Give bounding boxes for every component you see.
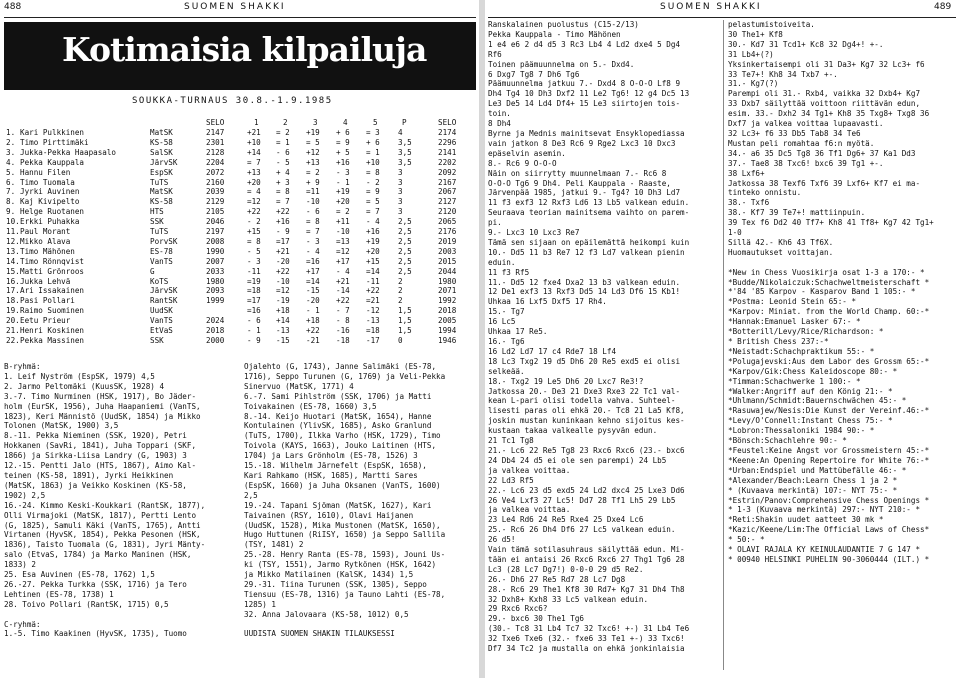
cell-round-3: + 9 [306, 177, 320, 187]
column-divider [723, 20, 724, 670]
table-row [0, 197, 480, 207]
cell-round-3: -21 [306, 335, 320, 345]
cell-points: 2,5 [398, 246, 412, 256]
cell-round-4: + 6 [336, 128, 350, 137]
cell-round-2: + 3 [276, 177, 290, 187]
cell-round-2: =12 [276, 286, 290, 296]
cell-new-elo: 2067 [438, 187, 457, 197]
cell-club: SSK [150, 335, 164, 345]
cell-round-5: + 6 [366, 137, 380, 147]
cell-round-3: +18 [306, 316, 320, 326]
table-row [0, 138, 480, 148]
cell-round-3: -10 [306, 197, 320, 207]
cell-rank: 11. [6, 227, 20, 236]
table-row [0, 187, 480, 197]
cell-new-elo: 2167 [438, 177, 457, 187]
cell-round-3: = 8 [306, 217, 320, 227]
table-row [0, 227, 480, 237]
cell-points: 1,5 [398, 316, 412, 326]
cell-club: TuTS [150, 227, 169, 236]
cell-rank: 9. [6, 207, 16, 217]
cell-round-4: +17 [336, 256, 350, 266]
cell-round-2: -19 [276, 296, 290, 306]
cell-player-name: Paul Morant [20, 227, 71, 236]
cell-round-3: = 2 [306, 167, 320, 177]
cell-round-2: +18 [276, 306, 290, 316]
header-round-5: 5 [373, 118, 378, 127]
cell-round-4: -18 [336, 335, 350, 345]
cell-round-2: = 2 [276, 128, 290, 137]
cell-rank: 13. [6, 246, 20, 256]
cell-round-1: - 9 [247, 335, 261, 345]
cell-points: 3 [398, 187, 403, 197]
header-round-1: 1 [254, 118, 259, 127]
cell-player-name: Matti Grönroos [20, 266, 85, 276]
cell-points: 1,5 [398, 306, 412, 316]
cell-round-1: +21 [247, 128, 261, 137]
cell-club: KS-58 [150, 197, 173, 207]
cell-round-5: = 5 [366, 197, 380, 207]
cell-elo: 2093 [206, 286, 225, 296]
cell-round-3: =14 [306, 276, 320, 286]
cell-club: SSK [150, 217, 164, 227]
cell-round-4: - 1 [336, 177, 350, 187]
cell-points: 2 [398, 276, 403, 286]
cell-player-name: Kari Pulkkinen [20, 128, 85, 137]
header-round-4: 4 [343, 118, 348, 127]
cell-rank: 20. [6, 316, 20, 326]
header-rule-left [4, 17, 476, 18]
cell-round-4: - 7 [336, 306, 350, 316]
cell-new-elo: 2005 [438, 316, 457, 326]
cell-round-3: - 4 [306, 246, 320, 256]
table-row [0, 237, 480, 247]
cell-round-1: = 8 [247, 236, 261, 246]
cell-round-5: =18 [366, 326, 380, 335]
cell-round-2: = 7 [276, 197, 290, 207]
cell-rank: 10. [6, 217, 20, 227]
cell-round-1: +14 [247, 147, 261, 157]
cell-round-5: - 2 [366, 177, 380, 187]
cell-rank: 16. [6, 276, 20, 286]
results-table [0, 118, 480, 353]
cell-points: 3 [398, 177, 403, 187]
cell-round-5: -11 [366, 276, 380, 286]
cell-club: VanTS [150, 316, 173, 326]
cell-round-4: +21 [336, 276, 350, 286]
cell-new-elo: 2019 [438, 236, 457, 246]
table-row [0, 316, 480, 326]
cell-elo: 2000 [206, 335, 225, 345]
cell-round-2: +16 [276, 217, 290, 227]
cell-round-4: = 2 [336, 207, 350, 217]
cell-round-2: +21 [276, 246, 290, 256]
cell-round-2: - 5 [276, 157, 290, 167]
cell-rank: 2. [6, 137, 16, 147]
cell-round-2: +22 [276, 207, 290, 217]
cell-points: 2,5 [398, 217, 412, 227]
cell-points: 2,5 [398, 227, 412, 236]
cell-round-3: = 5 [306, 137, 320, 147]
cell-round-5: +20 [366, 246, 380, 256]
cell-round-2: -15 [276, 335, 290, 345]
cell-player-name: Timo Tuomala [20, 177, 75, 187]
table-row [0, 217, 480, 227]
cell-round-5: +10 [366, 157, 380, 167]
cell-round-2: +14 [276, 316, 290, 326]
cell-round-5: =21 [366, 296, 380, 306]
cell-club: ES-78 [150, 246, 173, 256]
cell-round-5: +22 [366, 286, 380, 296]
cell-new-elo: 2296 [438, 137, 457, 147]
cell-round-1: =17 [247, 296, 261, 306]
cell-club: JärvSK [150, 157, 178, 167]
table-row [0, 267, 480, 277]
header-rule-right [488, 17, 956, 18]
cell-new-elo: 2202 [438, 157, 457, 167]
cell-round-2: + 4 [276, 167, 290, 177]
cell-round-5: = 8 [366, 167, 380, 177]
cell-club: MatSK [150, 187, 173, 197]
cell-round-3: =16 [306, 256, 320, 266]
table-row [0, 148, 480, 158]
cell-player-name: Timo Mähönen [20, 246, 75, 256]
cell-new-elo: 2044 [438, 266, 457, 276]
cell-player-name: Pekka Massinen [20, 335, 85, 345]
cell-points: 3,5 [398, 137, 412, 147]
cell-player-name: Jukka Lehvä [20, 276, 71, 286]
cell-round-5: = 9 [366, 187, 380, 197]
cell-elo: 2072 [206, 167, 225, 177]
cell-round-5: -17 [366, 335, 380, 345]
cell-elo: 2007 [206, 256, 225, 266]
cell-player-name: Helge Ruotanen [20, 207, 85, 217]
table-row [0, 257, 480, 267]
cell-rank: 17. [6, 286, 20, 296]
cell-round-1: =18 [247, 286, 261, 296]
cell-round-4: +11 [336, 217, 350, 227]
cell-club: EspSK [150, 167, 173, 177]
cell-club: EtVaS [150, 326, 173, 335]
table-row [0, 296, 480, 306]
cell-rank: 18. [6, 296, 20, 306]
cell-elo: 2046 [206, 217, 225, 227]
cell-points: 2,5 [398, 266, 412, 276]
cell-round-5: +19 [366, 236, 380, 246]
cell-points: 2 [398, 286, 403, 296]
cell-round-5: = 1 [366, 147, 380, 157]
cell-elo: 2128 [206, 147, 225, 157]
cell-round-2: = 8 [276, 187, 290, 197]
cell-new-elo: 1980 [438, 276, 457, 286]
banner-title: Kotimaisia kilpailuja [62, 30, 427, 69]
cell-player-name: Pasi Pollari [20, 296, 75, 306]
cell-club: RantSK [150, 296, 178, 306]
cell-elo: 2105 [206, 207, 225, 217]
cell-round-3: +17 [306, 266, 320, 276]
b-group-results-text: B-ryhmä: 1. Leif Nyström (EspSK, 1979) 4,5 2. Jarmo Peltomäki (KuusSK, 1928) 4 3.-7. Timo Nurminen (HSK, 1917), Bo Jäder- holm (EurSK, 1956), Juha Haapaniemi (VanTS, 1823), Keri Männistö (UudSK, 1854) ja Mikko Tolonen (MatSK, 1900) 3,5 8.-11. Pekka Nieminen (SSK, 1920), Petri Hokkanen (SavRi, 1841), Juha Toppari (SKF, 1866) ja Sirkka-Liisa Landry (G, 1903) 3 12.-15. Pentti Jalo (HTS, 1867), Aimo Kal- teinen (KS-58, 1891), Jyrki Heikkinen (MatSK, 1863) ja Veikko Koskinen (KS-58, 1902) 2,5 16.-24. Kimmo Keski-Koukkari (RantSK, 1877), Olli Virmajoki (MatSK, 1817), Pertti Lento (G, 1825), Samuli Käki (VanTS, 1765), Antti Virtanen (HyvSK, 1854), Pekka Pesonen (HSK, 1836), Taisto Tuomala (G, 1831), Jyri Mänty- salo (EtvaS, 1784) ja Marko Maninen (HSK, 1833) 2 25. Esa Auvinen (ES-78, 1762) 1,5 26.-27. Pekka Turkka (SSK, 1716) ja Tero Lehtinen (ES-78, 1738) 1 28. Toivo Pollari (RantSK, 1715) 0,5 C-ryhmä: 1.-5. Timo Kaakinen (HyvSK, 1735), Tuomo [4, 362, 206, 639]
cell-club: VanTS [150, 256, 173, 266]
cell-elo: 2024 [206, 316, 225, 326]
header-round-3: 3 [313, 118, 318, 127]
cell-round-3: =11 [306, 187, 320, 197]
cell-elo: 2160 [206, 177, 225, 187]
cell-club: MatSK [150, 128, 173, 137]
cell-round-3: +19 [306, 128, 320, 137]
cell-round-4: +16 [336, 157, 350, 167]
cell-round-1: -11 [247, 266, 261, 276]
game-continuation-and-book-ads: pelastumistoiveita. 30 The1+ Kf8 30.- Kd7 31 Tcd1+ Kc8 32 Dg4+! +-. 31 Lb4+(?) Yksinkertaisempi oli 31 Da3+ Kg7 32 Lc3+ f6 33 Te7+! Kh8 34 Txb7 +-. 31.- Kg7(?) Parempi oli 31.- Rxb4, vaikka 32 Dxb4+ Kg7 33 Dxb7 säilyttää voittoon riittävän edun, esim. 33.- Dxh2 34 Tg1+ Kh8 35 Txg8+ Txg8 36 Dxf7 ja valkea voittaa lupaavasti. 32 Lc3+ f6 33 Db5 Tab8 34 Te6 Mustan peli romahtaa f6:n myötä. 34.- a6 35 Dc5 Tg8 36 Tf1 Dg6+ 37 Ka1 Dd3 37.- Tae8 38 Txc6! bxc6 39 Tg1 +-. 38 Lxf6+ Jatkossa 38 Texf6 Txf6 39 Lxf6+ Kf7 ei ma- tinteko onnistu. 38.- Txf6 38.- Kf7 39 Te7+! mattiinpuin. 39 Tex f6 Dd2 40 Tf7+ Kh8 41 Tf8+ Kg7 42 Tg1+ 1-0 Sillä 42.- Kh6 43 Tf6X. Huomautukset voittajan. *New in Chess Vuosikirja osat 1-3 a 170:- * *Budde/Nikolaiczuk:Schachweltmeisterschaft * *'84 '85 Karpov - Kasparov Band 1 105:- * *Postma: Leonid Stein 65:- * *Karpov: Miniat. from the World Champ. 60:-* *Hannak:Emanuel Lasker 67:- * *Botterill/Levy/Rice/Richardson: * * British Chess 237:-* *Neistadt:Schachpraktikum 55:- * *Polugajevski:Aus dem Labor des Grossm 65:-* *Karpov/Gik:Chess Kaleidoscope 80:- * *Timman:Schachwerke 1 100:- * *Walker:Angriff auf den König 21:- * *Uhlmann/Schmidt:Bauernschwächen 45:- * *Rasuwajew/Nesis:Die Kunst der Vereinf.46:-* *Levy/O'Connell:Instant Chess 75:- * *Lobron:Thessaloniki 1984 90:- * *Bönsch:Schachlehre 90:- * *Feustel:Keine Angst vor Grossmeistern 45:-* *Keene:An Opening Repertoire for White 76:-* *Urban:Endspiel und Mattübefälle 46:- * *Alexander/Beach:Learn Chess 1 ja 2 * * (Kuvaava merkintä) 107:- NYT 75:- * *Estrin/Panov:Comprehensive Chess Openings * * 1-3 (Kuvaava merkintä) 297:- NYT 210:- * *Reti:Shakin uudet aatteet 30 mk * *Kazic/Keene/Lim:The Official Laws of Chess* * 50:- * * OLAVI RAJALA KY KEINULAUDANTIE 7 G 147 * * 00940 HELSINKI PUHELIN 90-3060444 (ILT.) * [728, 20, 934, 564]
cell-new-elo: 2003 [438, 246, 457, 256]
cell-elo: 2147 [206, 128, 225, 137]
cell-rank: 19. [6, 306, 20, 316]
cell-rank: 8. [6, 197, 16, 207]
cell-round-3: - 3 [306, 236, 320, 246]
cell-round-4: - 4 [336, 266, 350, 276]
table-row [0, 277, 480, 287]
cell-club: SalSK [150, 147, 173, 157]
cell-player-name: Eetu Prieur [20, 316, 71, 326]
cell-rank: 4. [6, 157, 16, 167]
cell-round-5: - 4 [366, 217, 380, 227]
cell-rank: 7. [6, 187, 16, 197]
cell-round-1: - 1 [247, 326, 261, 335]
cell-round-2: =17 [276, 236, 290, 246]
cell-new-elo: 2141 [438, 147, 457, 157]
right-page [484, 0, 960, 678]
cell-round-4: =12 [336, 246, 350, 256]
cell-rank: 21. [6, 326, 20, 335]
cell-round-3: - 6 [306, 207, 320, 217]
cell-rank: 12. [6, 236, 20, 246]
cell-player-name: Timo Rönnqvist [20, 256, 85, 266]
cell-round-4: + 5 [336, 147, 350, 157]
cell-rank: 5. [6, 167, 16, 177]
cell-points: 3 [398, 167, 403, 177]
cell-round-2: +22 [276, 266, 290, 276]
cell-elo: 1990 [206, 246, 225, 256]
cell-round-5: -13 [366, 316, 380, 326]
cell-new-elo: 2120 [438, 207, 457, 217]
cell-round-5: = 7 [366, 207, 380, 217]
cell-player-name: Hannu Filen [20, 167, 71, 177]
cell-elo: 2301 [206, 137, 225, 147]
cell-round-5: +15 [366, 256, 380, 266]
cell-round-4: +20 [336, 197, 350, 207]
cell-elo: 2129 [206, 197, 225, 207]
cell-elo: 2204 [206, 157, 225, 167]
table-row [0, 158, 480, 168]
cell-round-2: - 9 [276, 227, 290, 236]
table-row [0, 336, 480, 346]
cell-round-4: =13 [336, 236, 350, 246]
cell-rank: 3. [6, 147, 16, 157]
cell-round-1: - 2 [247, 217, 261, 227]
cell-round-5: =14 [366, 266, 380, 276]
cell-round-2: -13 [276, 326, 290, 335]
page-number-right: 489 [934, 2, 952, 12]
game-annotation-text: Ranskalainen puolustus (C15-2/13) Pekka Kauppala - Timo Mähönen 1 e4 e6 2 d4 d5 3 Rc3 Lb4 4 Ld2 dxe4 5 Dg4 Rf6 Toinen päämuunnelma on 5.- Dxd4. 6 Dxg7 Tg8 7 Dh6 Tg6 Päämuunnelma jatkuu 7.- Dxd4 8 O-O-O Lf8 9 Dh4 Tg4 10 Dh3 Dxf2 11 Le2 Tg6! 12 g4 Dc5 13 Le3 De5 14 Ld4 Df4+ 15 Le3 siirtojen tois- toin. 8 Dh4 Byrne ja Mednis mainitsevat Ensyklopediassa vain jatkon 8 De3 Rc6 9 Rge2 Lxc3 10 Dxc3 epäselvin asemin. 8.- Rc6 9 O-O-O Näin on siirrytty muunnelmaan 7.- Rc6 8 O-O-O Tg6 9 Dh4. Peli Kauppala - Raaste, Järvenpää 1985, jatkui 9.- Tg4? 10 Dh3 Ld7 11 f3 exf3 12 Rxf3 Ld6 13 Lb5 valkean eduin. Seuraava teorian mainitsema vaihto on parem- pi. 9.- Lxc3 10 Lxc3 Re7 Tämä sen sijaan on epäilemättä heikompi kuin 10.- Dd5 11 b3 Re7 12 f3 Ld7 valkean pienin eduin. 11 f3 Rf5 11.- Dd5 12 fxe4 Dxa2 13 b3 valkean eduin. 12 De1 exf3 13 Rxf3 Dd5 14 Ld3 Df6 15 Kb1! Uhkaa 16 Lxf5 Dxf5 17 Rh4. 15.- Tg7 16 Lc5 Uhkaa 17 Re5. 16.- Tg6 16 Ld2 Ld7 17 c4 Rde7 18 Lf4 18 Lc3 Txg2 19 d5 Dh6 20 Re5 exd5 ei olisi selkeää. 18.- Txg2 19 Le5 Dh6 20 Lxc7 Re3!? Jatkossa 20.- De3 21 Dxe3 Rxe3 22 Tc1 val- kean L-pari olisi todella vahva. Suhteel- lisesti paras oli ehkä 20.- Tc8 21 La5 Kf8, joskin mustan kuninkaan kehno sijoitus kes- kustaan takaa valkealle pysyvän edun. 21 Tc1 Tg8 21.- Lc6 22 Re5 Tg8 23 Rxc6 Rxc6 (23.- bxc6 24 Db4 24 d5 ei ole sen parempi) 24 Lb5 ja valkea voittaa. 22 Ld3 Rf5 22.- Lc6 23 d5 exd5 24 Ld2 dxc4 25 Lxe3 Dd6 26 Ve4 Lxf3 27 Lc5! Dd7 28 Tf1 Lh5 29 Lb5 ja valkea voittaa. 23 Le4 Rd6 24 Re5 Rxe4 25 Dxe4 Lc6 25.- Rc6 26 Dh4 Df6 27 Lc5 valkean eduin. 26 d5! Vain tämä sotilasuhraus säilyttää edun. Mi- tään ei antaisi 26 Rxc6 Rxc6 27 Thg1 Tg6 28 Lc3 (28 Lc7 Dg7!) 0-0-0 29 d5 Re2. 26.- Dh6 27 Re5 Rd7 28 Lc7 Dg8 28.- Rc6 29 The1 Kf8 30 Rd7+ Kg7 31 Dh4 Th8 32 Dxh8+ Kxh8 33 Lc5 valkean eduin. 29 Rxc6 Rxc6? 29.- bxc6 30 The1 Tg6 (30.- Tc8 31 Lb4 Tc7 32 Txc6! +-) 31 Lb4 Te6 32 Txe6 Txe6 (32.- fxe6 33 Te1 +-) 33 Txc6! Df7 34 Tc2 ja mustalla on ehkä jonkinlaisia [488, 20, 690, 654]
cell-new-elo: 2127 [438, 197, 457, 207]
table-header [0, 118, 480, 128]
cell-round-1: =16 [247, 306, 261, 316]
cell-points: 3 [398, 197, 403, 207]
cell-round-3: +22 [306, 326, 320, 335]
cell-rank: 1. [6, 128, 16, 137]
cell-new-elo: 2018 [438, 306, 457, 316]
cell-round-3: -20 [306, 296, 320, 306]
cell-club: JärvSK [150, 286, 178, 296]
header-round-2: 2 [283, 118, 288, 127]
cell-player-name: Henri Koskinen [20, 326, 85, 335]
cell-player-name: Jyrki Auvinen [20, 187, 80, 197]
c-group-results-text: Ojalehto (G, 1743), Janne Salimäki (ES-78, 1716), Seppo Turunen (G, 1769) ja Veli-Pekka Sinervuo (MatSK, 1771) 4 6.-7. Sami Pihlström (SSK, 1706) ja Matti Toivakainen (ES-78, 1660) 3,5 8.-14. Keijo Huotari (MatSK, 1654), Hanne Kontulainen (YlivSK, 1685), Asko Granlund (TuTS, 1700), Ilkka Varho (HSK, 1729), Timo Toivola (KAYS, 1663), Jouko Laitinen (HTS, 1704) ja Lars Grönholm (ES-78, 1526) 3 15.-18. Wilhelm Järnefelt (EspSK, 1658), Kari Rahkamo (HSK, 1685), Martti Sares (EspSK, 1660) ja Juha Oksanen (VanTS, 1600) 2,5 19.-24. Tapani Sjöman (MatSK, 1627), Kari Taivainen (RSY, 1610), Olavi Haijanen (UudSK, 1528), Mika Mustonen (MatSK, 1650), Hugo Huttunen (RiISY, 1650) ja Seppo Sallila (TSY, 1481) 2 25.-28. Henry Ranta (ES-78, 1593), Jouni Us- ki (TSY, 1551), Jarmo Rytkönen (HSK, 1642) ja Mikko Matilainen (KalSK, 1434) 1,5 29.-31. Tiina Turunen (SSK, 1305), Seppo Tiensuu (ES-78, 1316) ja Tauno Lahti (ES-78, 1285) 1 32. Anna Jalovaara (KS-58, 1012) 0,5 UUDISTA SUOMEN SHAKIN TILAUKSESSI [244, 362, 446, 639]
cell-round-4: - 3 [336, 167, 350, 177]
cell-round-1: =19 [247, 276, 261, 286]
cell-player-name: Kaj Kivipelto [20, 197, 80, 207]
cell-player-name: Timo Pirttimäki [20, 137, 89, 147]
cell-round-4: -10 [336, 227, 350, 236]
cell-round-1: - 5 [247, 246, 261, 256]
table-row [0, 128, 480, 138]
cell-club: TuTS [150, 177, 169, 187]
cell-club: KS-58 [150, 137, 173, 147]
cell-round-1: +20 [247, 177, 261, 187]
page-number-left: 488 [4, 2, 22, 12]
cell-points: 1,5 [398, 326, 412, 335]
cell-round-1: +10 [247, 137, 261, 147]
cell-new-elo: 1946 [438, 335, 457, 345]
header-elo: SELO [206, 118, 225, 127]
cell-round-3: +13 [306, 157, 320, 167]
cell-new-elo: 2174 [438, 128, 457, 137]
cell-points: 2,5 [398, 236, 412, 246]
table-row [0, 168, 480, 178]
table-row [0, 178, 480, 188]
cell-new-elo: 2092 [438, 167, 457, 177]
cell-round-1: +15 [247, 227, 261, 236]
cell-round-1: +13 [247, 167, 261, 177]
header-new-elo: SELO [438, 118, 457, 127]
cell-rank: 15. [6, 266, 20, 276]
cell-club: PorvSK [150, 236, 178, 246]
cell-round-2: -20 [276, 256, 290, 266]
running-head-right: SUOMEN SHAKKI [660, 2, 762, 12]
cell-round-4: -14 [336, 286, 350, 296]
cell-points: 3 [398, 207, 403, 217]
cell-round-1: = 4 [247, 187, 261, 197]
cell-round-4: +22 [336, 296, 350, 306]
cell-round-3: +12 [306, 147, 320, 157]
cell-club: UudSK [150, 306, 173, 316]
cell-round-4: -16 [336, 326, 350, 335]
table-row [0, 207, 480, 217]
cell-points: 2,5 [398, 256, 412, 266]
cell-round-1: +22 [247, 207, 261, 217]
cell-points: 3,5 [398, 157, 412, 167]
cell-round-5: = 3 [366, 128, 380, 137]
running-head-left: SUOMEN SHAKKI [184, 2, 286, 12]
cell-player-name: Pekka Kauppala [20, 157, 85, 167]
cell-round-3: = 7 [306, 227, 320, 236]
cell-round-1: - 6 [247, 316, 261, 326]
cell-points: 4 [398, 128, 403, 137]
cell-new-elo: 2065 [438, 217, 457, 227]
cell-elo: 2197 [206, 227, 225, 236]
cell-round-1: = 7 [247, 157, 261, 167]
cell-round-2: - 6 [276, 147, 290, 157]
cell-club: HTS [150, 207, 164, 217]
cell-club: KoTS [150, 276, 169, 286]
cell-round-4: - 8 [336, 316, 350, 326]
cell-elo: 2033 [206, 266, 225, 276]
cell-round-2: -10 [276, 276, 290, 286]
cell-elo: 1980 [206, 276, 225, 286]
cell-points: 3,5 [398, 147, 412, 157]
cell-player-name: Raimo Suominen [20, 306, 85, 316]
cell-new-elo: 1994 [438, 326, 457, 335]
cell-player-name: Erkki Puhakka [20, 217, 80, 227]
cell-rank: 14. [6, 256, 20, 266]
cell-round-1: - 3 [247, 256, 261, 266]
cell-round-3: - 1 [306, 306, 320, 316]
cell-player-name: Ari Issakainen [20, 286, 85, 296]
cell-points: 2 [398, 296, 403, 306]
cell-elo: 1999 [206, 296, 225, 306]
cell-round-4: +19 [336, 187, 350, 197]
tournament-heading: SOUKKA-TURNAUS 30.8.-1.9.1985 [132, 96, 333, 106]
cell-elo: 2018 [206, 326, 225, 335]
table-row [0, 326, 480, 336]
cell-round-4: = 9 [336, 137, 350, 147]
table-row [0, 306, 480, 316]
cell-new-elo: 2015 [438, 256, 457, 266]
cell-new-elo: 2176 [438, 227, 457, 236]
cell-round-1: =12 [247, 197, 261, 207]
cell-rank: 6. [6, 177, 16, 187]
cell-elo: 2008 [206, 236, 225, 246]
cell-player-name: Jukka-Pekka Haapasalo [20, 147, 117, 157]
cell-points: 0 [398, 335, 403, 345]
cell-round-3: -15 [306, 286, 320, 296]
cell-elo: 2039 [206, 187, 225, 197]
table-row [0, 247, 480, 257]
cell-new-elo: 2071 [438, 286, 457, 296]
cell-round-2: = 1 [276, 137, 290, 147]
cell-round-5: +16 [366, 227, 380, 236]
header-points: P [402, 118, 407, 127]
table-row [0, 286, 480, 296]
cell-round-5: -12 [366, 306, 380, 316]
cell-player-name: Mikko Alava [20, 236, 71, 246]
banner-underline [4, 86, 476, 90]
cell-rank: 22. [6, 335, 20, 345]
cell-club: G [150, 266, 155, 276]
cell-new-elo: 1992 [438, 296, 457, 306]
